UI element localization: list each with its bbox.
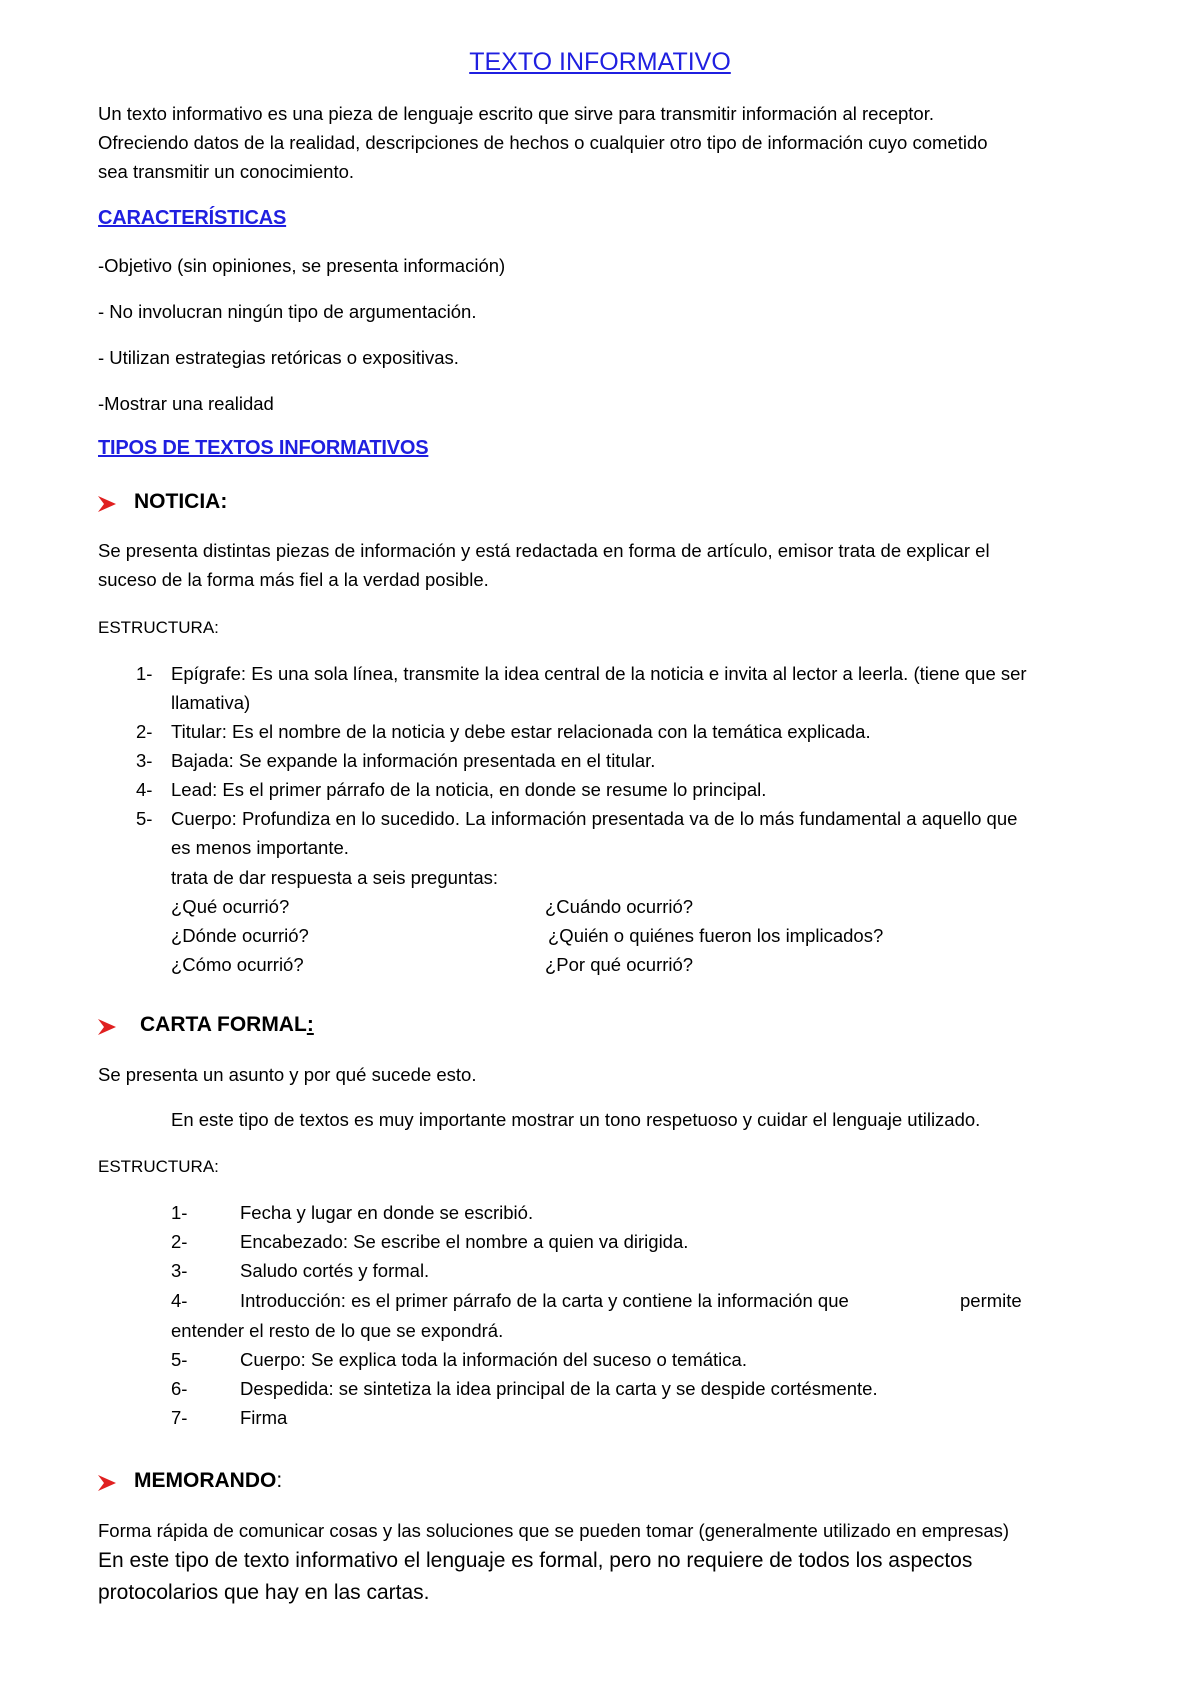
pregunta-right: ¿Por qué ocurrió? — [545, 954, 694, 975]
pregunta-right: ¿Cuándo ocurrió? — [545, 896, 694, 917]
memorando-heading — [134, 1469, 282, 1493]
noticia-estructura-label: ESTRUCTURA: — [98, 618, 219, 637]
document-title: TEXTO INFORMATIVO — [469, 48, 731, 76]
pregunta-left: ¿Cómo ocurrió? — [171, 954, 304, 975]
list-number: 4- — [136, 779, 153, 800]
carta-heading-colon: : — [306, 1013, 314, 1036]
caracteristica-item: -Mostrar una realidad — [98, 393, 274, 414]
caracteristica-item: - Utilizan estrategias retóricas o expositivas. — [98, 347, 459, 368]
list-item: Cuerpo: Profundiza en lo sucedido. La información presentada va de lo más fundamental a aquello que — [171, 808, 1018, 829]
list-number: 4- — [171, 1290, 188, 1311]
noticia-heading: NOTICIA: — [134, 490, 228, 513]
memorando-desc-line-1: Forma rápida de comunicar cosas y las soluciones que se pueden tomar (generalmente utilizado en empresas) — [98, 1520, 1010, 1541]
carta-estructura-label: ESTRUCTURA: — [98, 1157, 219, 1176]
list-item: Lead: Es el primer párrafo de la noticia, en donde se resume lo principal. — [171, 779, 767, 800]
list-item: Cuerpo: Se explica toda la información del suceso o temática. — [240, 1349, 747, 1370]
preguntas-intro: trata de dar respuesta a seis preguntas: — [171, 867, 499, 888]
list-number: 1- — [171, 1202, 188, 1223]
memorando-heading-text: MEMORANDO — [134, 1469, 277, 1492]
list-number: 5- — [136, 808, 153, 829]
list-item: Encabezado: Se escribe el nombre a quien va dirigida. — [240, 1231, 689, 1252]
list-number: 3- — [171, 1260, 188, 1281]
list-item: Bajada: Se expande la información presentada en el titular. — [171, 750, 656, 771]
list-item: Introducción: es el primer párrafo de la carta y contiene la información que — [240, 1290, 849, 1311]
pregunta-left: ¿Qué ocurrió? — [171, 896, 290, 917]
list-number: 7- — [171, 1407, 188, 1428]
list-item-end: permite — [960, 1290, 1022, 1311]
list-item-continuation: entender el resto de lo que se expondrá. — [171, 1320, 504, 1341]
intro-line-3: sea transmitir un conocimiento. — [98, 161, 355, 182]
list-item: Firma — [240, 1407, 288, 1428]
list-number: 2- — [171, 1231, 188, 1252]
list-number: 1- — [136, 663, 153, 684]
memorando-desc-line-2: En este tipo de texto informativo el lenguaje es formal, pero no requiere de todos los aspectos — [98, 1549, 973, 1572]
intro-line-2: Ofreciendo datos de la realidad, descripciones de hechos o cualquier otro tipo de información cuyo cometido — [98, 132, 988, 153]
list-item: Titular: Es el nombre de la noticia y debe estar relacionada con la temática explicada. — [171, 721, 871, 742]
list-number: 2- — [136, 721, 153, 742]
list-number: 5- — [171, 1349, 188, 1370]
memorando-desc-line-3: protocolarios que hay en las cartas. — [98, 1581, 430, 1604]
list-number: 3- — [136, 750, 153, 771]
noticia-desc-line-1: Se presenta distintas piezas de información y está redactada en forma de artículo, emisor trata de explicar el — [98, 540, 990, 561]
intro-line-1: Un texto informativo es una pieza de lenguaje escrito que sirve para transmitir información al receptor. — [98, 103, 935, 124]
list-item: Despedida: se sintetiza la idea principal de la carta y se despide cortésmente. — [240, 1378, 878, 1399]
noticia-desc-line-2: suceso de la forma más fiel a la verdad posible. — [98, 569, 489, 590]
list-item-continuation: es menos importante. — [171, 837, 349, 858]
caracteristica-item: -Objetivo (sin opiniones, se presenta información) — [98, 255, 506, 276]
carta-heading — [140, 1013, 314, 1037]
pregunta-left: ¿Dónde ocurrió? — [171, 925, 309, 946]
list-item: Fecha y lugar en donde se escribió. — [240, 1202, 534, 1223]
carta-desc-line-2: En este tipo de textos es muy importante mostrar un tono respetuoso y cuidar el lenguaje utilizado. — [171, 1109, 981, 1130]
list-item: Epígrafe: Es una sola línea, transmite la idea central de la noticia e invita al lector a leerla. (tiene que ser — [171, 663, 1027, 684]
caracteristicas-heading: CARACTERÍSTICAS — [98, 207, 287, 229]
list-number: 6- — [171, 1378, 188, 1399]
carta-desc-line-1: Se presenta un asunto y por qué sucede esto. — [98, 1064, 477, 1085]
list-item-continuation: llamativa) — [171, 692, 251, 713]
carta-heading-text: CARTA FORMAL — [140, 1013, 307, 1036]
list-item: Saludo cortés y formal. — [240, 1260, 430, 1281]
memorando-heading-colon: : — [276, 1469, 283, 1492]
pregunta-right: ¿Quién o quiénes fueron los implicados? — [548, 925, 884, 946]
tipos-heading: TIPOS DE TEXTOS INFORMATIVOS — [98, 437, 429, 459]
caracteristica-item: - No involucran ningún tipo de argumentación. — [98, 301, 477, 322]
